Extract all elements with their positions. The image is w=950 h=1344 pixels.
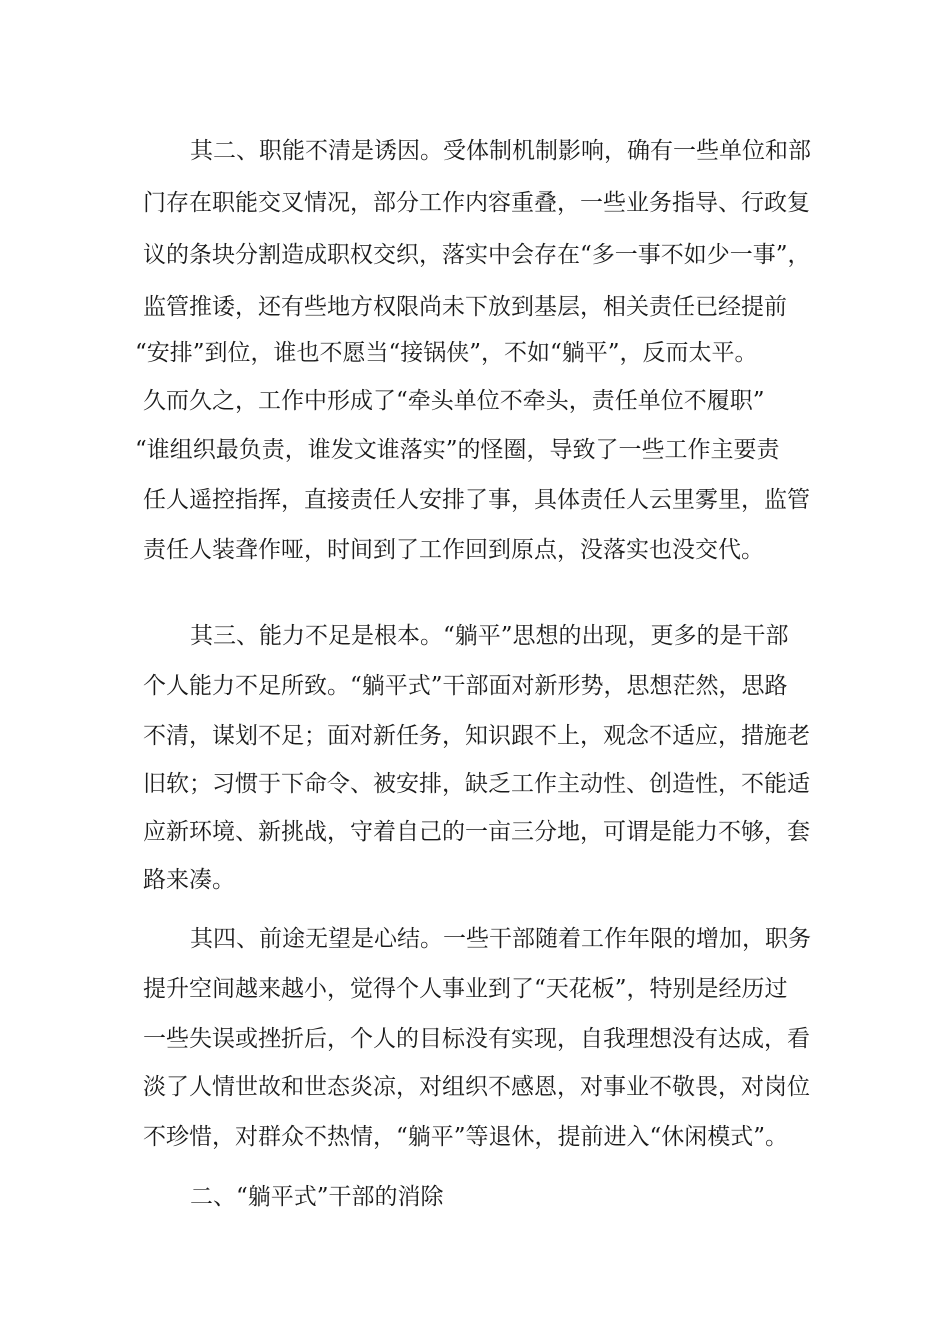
- paragraph-line: 监管推诿，还有些地方权限尚未下放到基层，相关责任已经提前: [143, 294, 787, 320]
- paragraph-line: 议的条块分割造成职权交织，落实中会存在“多一事不如少一事”，: [143, 242, 811, 268]
- paragraph-line: 任人遥控指挥，直接责任人安排了事，具体责任人云里雾里，监管: [143, 487, 810, 513]
- paragraph-line: 一些失误或挫折后，个人的目标没有实现，自我理想没有达成，看: [143, 1026, 810, 1052]
- section-heading: 二、“躺平式”干部的消除: [190, 1184, 444, 1210]
- paragraph-line: 责任人装聋作哑，时间到了工作回到原点，没落实也没交代。: [143, 537, 764, 563]
- paragraph-line: “谁组织最负责，谁发文谁落实”的怪圈，导致了一些工作主要责: [135, 437, 780, 463]
- paragraph-line: 提升空间越来越小，觉得个人事业到了“天花板”，特别是经历过: [143, 976, 788, 1002]
- paragraph-line: 不珍惜，对群众不热情，“躺平”等退休，提前进入“休闲模式”。: [143, 1124, 789, 1150]
- paragraph-line: 久而久之，工作中形成了“牵头单位不牵头，责任单位不履职”: [143, 388, 765, 414]
- paragraph-line: 门存在职能交叉情况，部分工作内容重叠，一些业务指导、行政复: [143, 190, 810, 216]
- paragraph-line: 路来凑。: [143, 867, 235, 893]
- paragraph-line: 其二、职能不清是诱因。受体制机制影响，确有一些单位和部: [190, 138, 811, 164]
- paragraph-line: 个人能力不足所致。“躺平式”干部面对新形势，思想茫然，思路: [143, 673, 788, 699]
- paragraph-line: 其四、前途无望是心结。一些干部随着工作年限的增加，职务: [190, 926, 811, 952]
- paragraph-line: 应新环境、新挑战，守着自己的一亩三分地，可谓是能力不够，套: [143, 819, 810, 845]
- paragraph-line: 旧软；习惯于下命令、被安排，缺乏工作主动性、创造性，不能适: [143, 771, 810, 797]
- paragraph-line: “安排”到位，谁也不愿当“接锅侠”，不如“躺平”，反而太平。: [135, 340, 758, 366]
- paragraph-line: 其三、能力不足是根本。“躺平”思想的出现，更多的是干部: [190, 623, 789, 649]
- paragraph-line: 淡了人情世故和世态炎凉，对组织不感恩，对事业不敬畏，对岗位: [143, 1074, 810, 1100]
- paragraph-line: 不清，谋划不足；面对新任务，知识跟不上，观念不适应，措施老: [143, 723, 810, 749]
